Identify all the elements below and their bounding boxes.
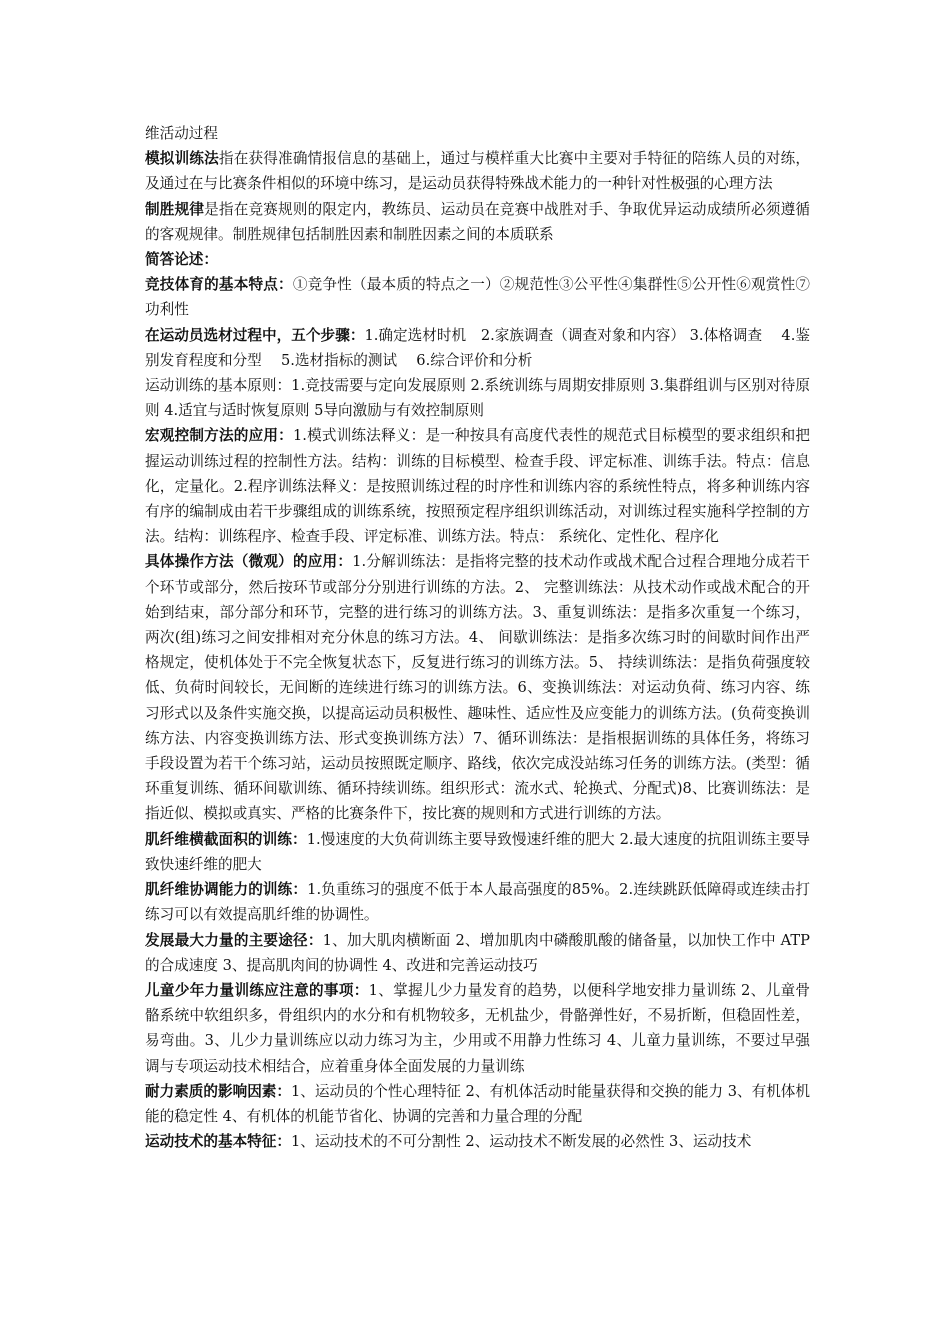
answer-paragraph [145, 827, 810, 877]
answer-body: 1.确定选材时机 2.家族调查（调查对象和内容） 3.体格调查 4.鉴别发育程度和分型 5.选材指标的测试 6.综合评价和分析 [145, 326, 810, 369]
answer-body: 1、掌握儿少力量发育的趋势，以便科学地安排力量训练 2、儿童骨骼系统中软组织多，骨组织内的水分和有机物较多，无机盐少，骨骼弹性好，不易折断，但稳固性差，易弯曲。3、儿少力量训练应以动力练习为主，少用或不用静力性练习 4、儿童力量训练，不要过早强调与专项运动技术相结合，应着重身体全面发展的力量训练 [145, 981, 810, 1075]
answer-body: 运动训练的基本原则：1.竞技需要与定向发展原则 2.系统训练与周期安排原则 3.集群组训与区别对待原则 4.适宜与适时恢复原则 5导向激励与有效控制原则 [145, 377, 810, 420]
section-heading: 简答论述： [145, 251, 218, 269]
answer-paragraph [145, 272, 810, 322]
answer-body: 1.分解训练法：是指将完整的技术动作或战术配合过程合理地分成若干个环节或部分，然后按环节或部分分别进行训练的方法。2、 完整训练法：从技术动作或战术配合的开始到结束，部分部分和环节，完整的进行练习的训练方法。3、重复训练法：是指多次重复一个练习，两次(组)练习之间安排相对充分休息的练习方法。4、 间歇训练法：是指多次练习时的间歇时间作出严格规定，使机体处于不完全恢复状态下，反复进行练习的训练方法。5、 持续训练法：是指负荷强度较低、负荷时间较长，无间断的连续进行练习的训练方法。6、变换训练法：对运动负荷、练习内容、练习形式以及条件实施交换，以提高运动员积极性、趣味性、适应性及应变能力的训练方法。(负荷变换训练方法、内容变换训练方法、形式变换训练方法）7、循环训练法：是指根据训练的具体任务，将练习手段设置为若干个练习站，运动员按照既定顺序、路线，依次完成没站练习任务的训练方法。(类型：循环重复训练、循环间歇训练、循环持续训练。组织形式：流水式、轮换式、分配式)8、比赛训练法：是指近似、模拟或真实、严格的比赛条件下，按比赛的规则和方式进行训练的方法。 [145, 553, 810, 823]
answer-term: 宏观控制方法的应用： [145, 427, 293, 445]
answer-paragraph [145, 928, 810, 978]
answer-term: 肌纤维协调能力的训练： [145, 881, 308, 899]
answer-paragraph [145, 978, 810, 1079]
answer-term: 发展最大力量的主要途径： [145, 931, 323, 949]
answer-paragraph [145, 549, 810, 826]
answer-paragraph [145, 1129, 810, 1154]
answer-body: 1.慢速度的大负荷训练主要导致慢速纤维的肥大 2.最大速度的抗阻训练主要导致快速纤维的肥大 [145, 830, 810, 873]
intro-fragment: 维活动过程 [145, 125, 218, 142]
answer-term: 肌纤维横截面积的训练： [145, 830, 307, 848]
definition-paragraph [145, 146, 810, 196]
answer-term: 儿童少年力量训练应注意的事项： [145, 981, 369, 999]
answer-term: 在运动员选材过程中，五个步骤： [145, 326, 365, 344]
definition-body: 指在获得准确情报信息的基础上，通过与模样重大比赛中主要对手特征的陪练人员的对练，及通过在与比赛条件相似的环境中练习，是运动员获得特殊战术能力的一种针对性极强的心理方法 [145, 150, 810, 193]
answer-paragraph [145, 1079, 810, 1129]
answer-paragraph [145, 423, 810, 549]
answer-paragraph [145, 877, 810, 927]
definition-body: 是指在竞赛规则的限定内，教练员、运动员在竞赛中战胜对手、争取优异运动成绩所必须遵循的客观规律。制胜规律包括制胜因素和制胜因素之间的本质联系 [145, 200, 810, 243]
answer-term: 运动技术的基本特征： [145, 1133, 291, 1151]
definition-paragraph [145, 197, 810, 247]
definition-term: 模拟训练法 [145, 150, 219, 168]
answer-body: ①竞争性（最本质的特点之一）②规范性③公平性④集群性⑤公开性⑥观赏性⑦功利性 [145, 276, 810, 319]
answer-body: 1.负重练习的强度不低于本人最高强度的85%。2.连续跳跃低障碍或连续击打练习可以有效提高肌纤维的协调性。 [145, 881, 810, 924]
answer-body: 1、运动技术的不可分割性 2、运动技术不断发展的必然性 3、运动技术 [290, 1133, 752, 1151]
answer-body: 1、加大肌肉横断面 2、增加肌肉中磷酸肌酸的储备量，以加快工作中 ATP 的合成速度 3、提高肌肉间的协调性 4、改进和完善运动技巧 [145, 931, 810, 974]
answer-term: 竞技体育的基本特点： [145, 276, 293, 294]
answer-term: 耐力素质的影响因素： [145, 1082, 292, 1100]
document-page [145, 121, 810, 1154]
answer-body: 1、运动员的个性心理特征 2、有机体活动时能量获得和交换的能力 3、有机体机能的稳定性 4、有机体的机能节省化、协调的完善和力量合理的分配 [145, 1082, 810, 1125]
answer-term: 具体操作方法（微观）的应用： [145, 553, 353, 571]
answer-paragraph [145, 323, 810, 373]
answer-body: 1.模式训练法释义：是一种按具有高度代表性的规范式目标模型的要求组织和把握运动训练过程的控制性方法。结构：训练的目标模型、检查手段、评定标准、训练手法。特点：信息化，定量化。2.程序训练法释义：是按照训练过程的时序性和训练内容的系统性特点，将多种训练内容有序的编制成由若干步骤组成的训练系统，按照预定程序组织训练活动，对训练过程实施科学控制的方法。结构：训练程序、检查手段、评定标准、训练方法。特点： 系统化、定性化、程序化 [145, 427, 810, 546]
definition-term: 制胜规律 [145, 200, 205, 218]
answer-paragraph [145, 373, 810, 423]
